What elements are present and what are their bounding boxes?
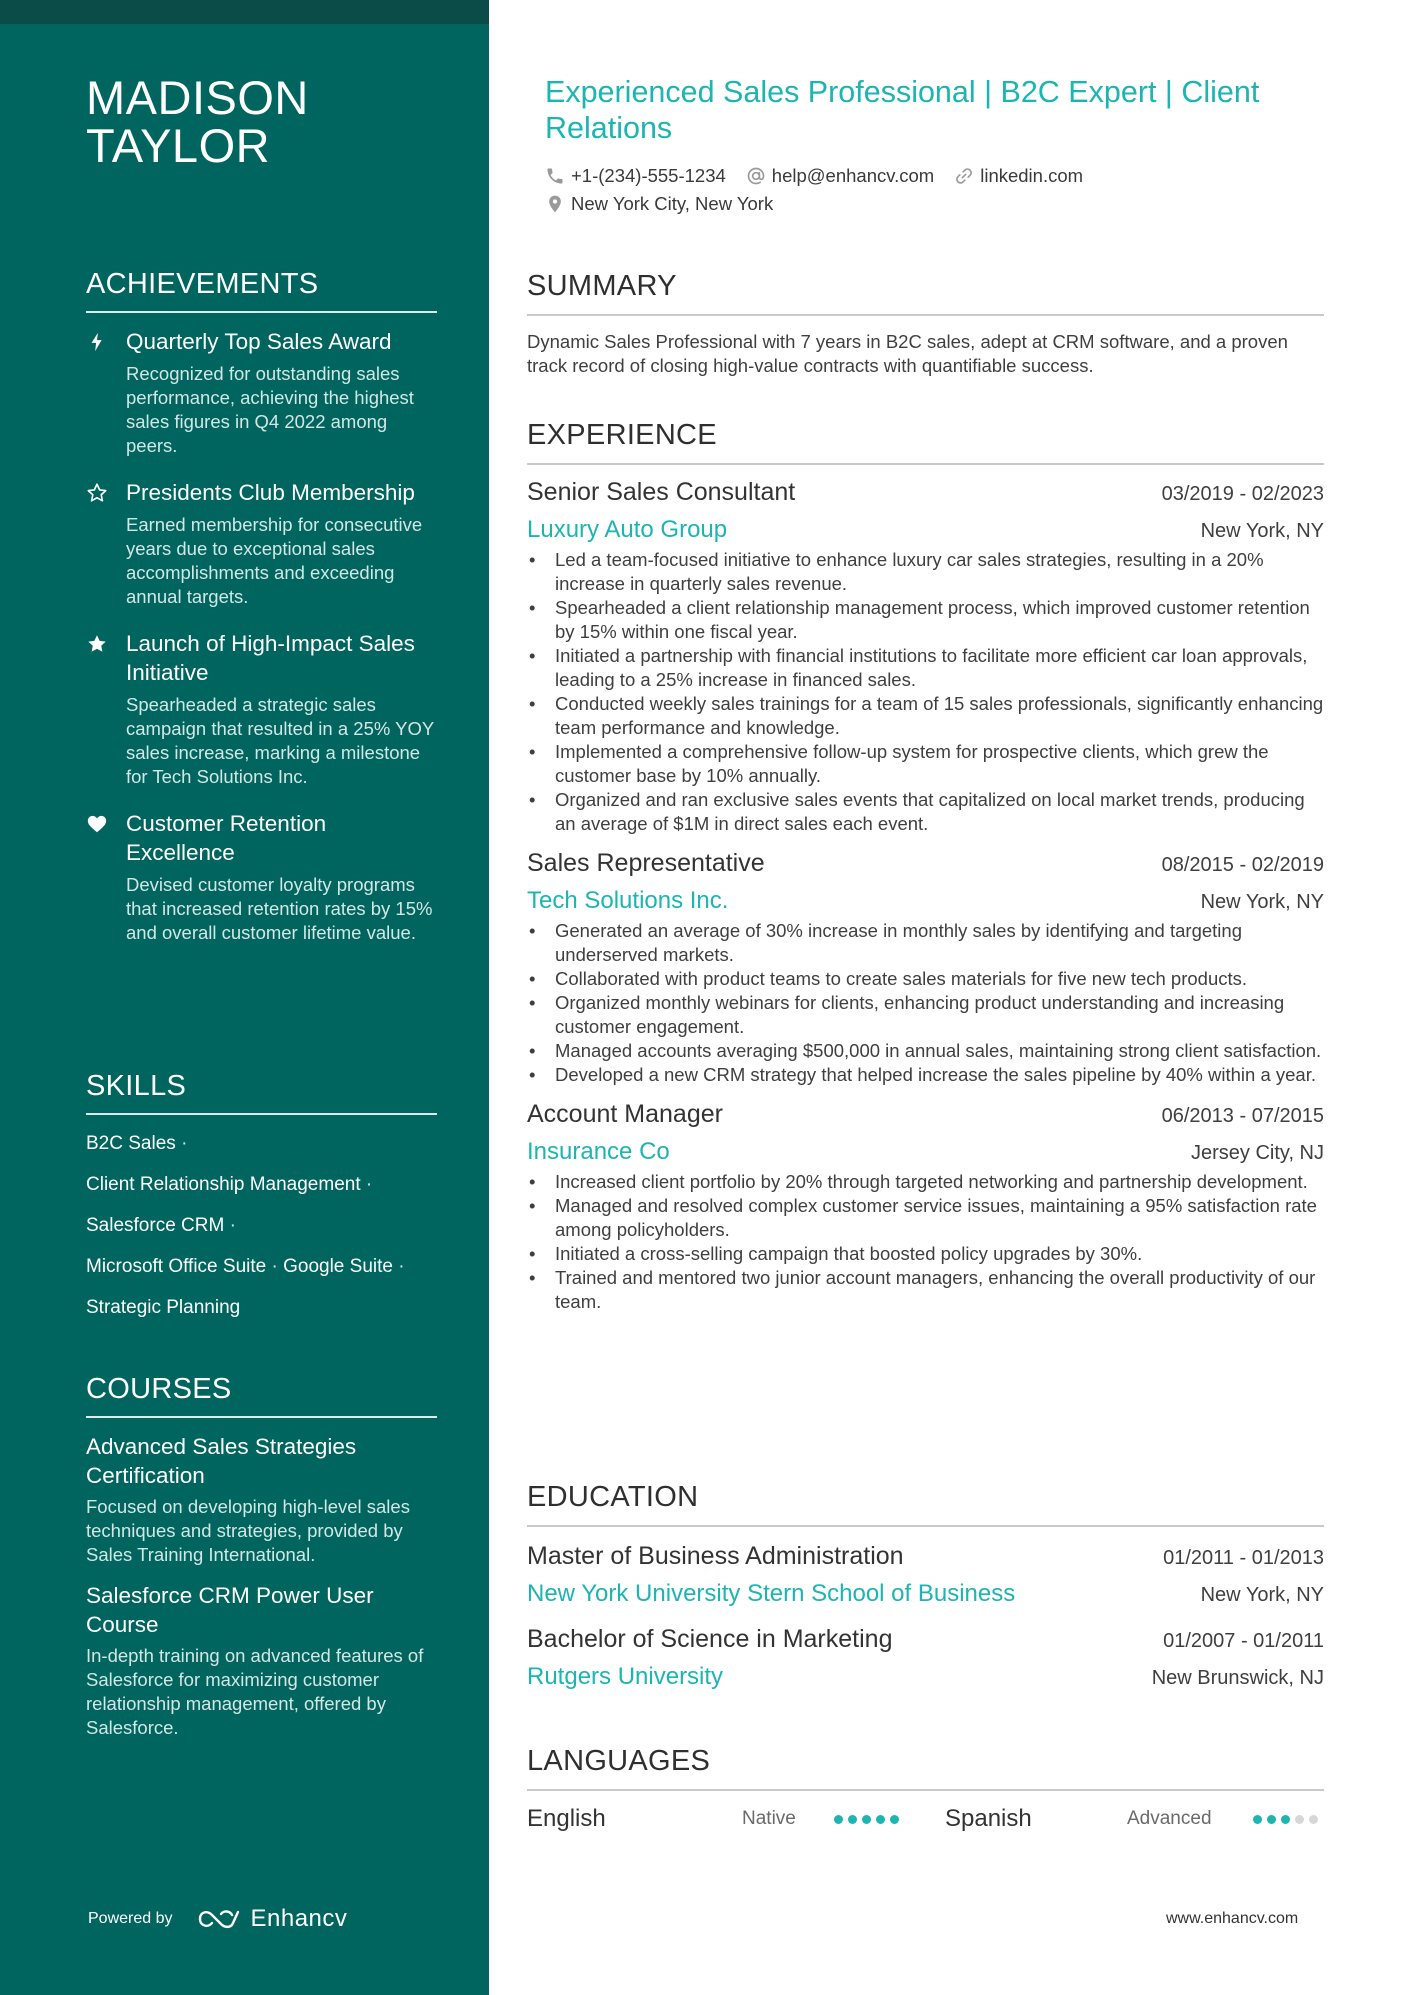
- job-company: Insurance Co: [527, 1138, 670, 1165]
- job-entry: [527, 846, 1324, 1087]
- course-item: [86, 1432, 437, 1567]
- skill-item: Salesforce CRM: [86, 1215, 225, 1236]
- job-bullet: • Organized and ran exclusive sales events that capitalized on local market trends, producing an average of $1M in direct sales each event.: [527, 788, 1324, 836]
- job-title: Account Manager: [527, 1100, 723, 1128]
- job-bullets: [527, 919, 1324, 1087]
- skill-separator: ·: [229, 1215, 236, 1236]
- job-company: Tech Solutions Inc.: [527, 887, 729, 914]
- skill-item: Strategic Planning: [86, 1297, 241, 1318]
- contact-location: [545, 193, 773, 215]
- job-dates: 06/2013 - 07/2015: [1161, 1105, 1324, 1127]
- job-bullet: • Collaborated with product teams to create sales materials for five new tech products.: [527, 967, 1324, 991]
- job-dates: 08/2015 - 02/2019: [1161, 854, 1324, 876]
- contact-info: [545, 162, 1305, 218]
- summary-heading: SUMMARY: [527, 270, 1324, 316]
- language-rating: [1253, 1815, 1323, 1824]
- powered-by-label: Powered by: [88, 1910, 173, 1927]
- name-line-first: MADISON: [86, 71, 309, 124]
- achievement-item: [86, 809, 437, 945]
- achievement-item: [86, 327, 437, 458]
- job-bullet: • Organized monthly webinars for clients, enhancing product understanding and increasing customer engagement.: [527, 991, 1324, 1039]
- language-name: English: [527, 1805, 606, 1832]
- achievement-item: [86, 478, 437, 609]
- languages-section: [527, 1745, 1324, 1839]
- phone-text: +1-(234)-555-1234: [571, 165, 726, 186]
- job-bullet: • Developed a new CRM strategy that helped increase the sales pipeline by 40% within a year.: [527, 1063, 1324, 1087]
- website-link[interactable]: www.enhancv.com: [1166, 1910, 1299, 1927]
- skill-separator: ·: [398, 1256, 405, 1277]
- languages-row: [527, 1799, 1324, 1839]
- job-company: Luxury Auto Group: [527, 516, 728, 543]
- languages-heading: LANGUAGES: [527, 1745, 1324, 1791]
- job-entry: [527, 475, 1324, 836]
- course-title: Salesforce CRM Power User Course: [86, 1583, 374, 1637]
- degree-dates: 01/2011 - 01/2013: [1163, 1547, 1324, 1569]
- heart-icon: [86, 809, 126, 945]
- skill-item: B2C Sales: [86, 1133, 176, 1154]
- job-bullet: • Trained and mentored two junior account managers, enhancing the overall productivity of our team.: [527, 1266, 1324, 1314]
- language-rating: [834, 1815, 945, 1824]
- job-bullet: • Increased client portfolio by 20% through targeted networking and partnership development.: [527, 1170, 1324, 1194]
- school-name: Rutgers University: [527, 1663, 724, 1690]
- degree-title: Bachelor of Science in Marketing: [527, 1625, 893, 1653]
- course-desc: In-depth training on advanced features of Salesforce for maximizing customer relationship management, offered by Salesforce.: [86, 1645, 424, 1738]
- link-icon: [954, 166, 974, 186]
- contact-email[interactable]: [746, 165, 934, 187]
- school-location: New York, NY: [1200, 1584, 1324, 1606]
- education-entry: [527, 1539, 1324, 1610]
- skill-item: Client Relationship Management: [86, 1174, 361, 1195]
- skills-section: [86, 1070, 437, 1328]
- rating-dot: [834, 1815, 843, 1824]
- education-heading: EDUCATION: [527, 1481, 1324, 1527]
- achievements-section: [86, 268, 437, 965]
- courses-section: [86, 1373, 437, 1744]
- school-name: New York University Stern School of Business: [527, 1580, 1016, 1607]
- job-location: Jersey City, NJ: [1191, 1142, 1324, 1164]
- achievement-desc: Earned membership for consecutive years due to exceptional sales accomplishments and exceeding annual targets.: [126, 514, 423, 607]
- achievement-title: Presidents Club Membership: [126, 480, 415, 505]
- phone-icon: [545, 166, 565, 186]
- course-title: Advanced Sales Strategies Certification: [86, 1434, 357, 1488]
- star-outline-icon: [86, 478, 126, 609]
- rating-dot: [890, 1815, 899, 1824]
- achievement-title: Customer Retention Excellence: [126, 811, 327, 865]
- courses-heading: COURSES: [86, 1373, 437, 1418]
- at-icon: [746, 166, 766, 186]
- rating-dot: [1281, 1815, 1290, 1824]
- job-bullet: • Initiated a partnership with financial institutions to facilitate more efficient car loan approvals, leading to a 25% increase in financed sales.: [527, 644, 1324, 692]
- enhancv-brand: Enhancv: [250, 1905, 348, 1932]
- skills-heading: SKILLS: [86, 1070, 437, 1115]
- achievements-heading: ACHIEVEMENTS: [86, 268, 437, 313]
- rating-dot: [1295, 1815, 1304, 1824]
- rating-dot: [848, 1815, 857, 1824]
- headline: Experienced Sales Professional | B2C Expert | Client Relations: [545, 75, 1260, 145]
- candidate-name: [86, 71, 309, 172]
- summary-section: [527, 270, 1324, 378]
- skill-separator: ·: [271, 1256, 278, 1277]
- job-location: New York, NY: [1200, 891, 1324, 913]
- rating-dot: [862, 1815, 871, 1824]
- job-bullet: • Generated an average of 30% increase in monthly sales by identifying and targeting underserved markets.: [527, 919, 1324, 967]
- achievement-desc: Devised customer loyalty programs that increased retention rates by 15% and overall customer lifetime value.: [126, 874, 433, 943]
- skill-item: Microsoft Office Suite: [86, 1256, 267, 1277]
- rating-dot: [876, 1815, 885, 1824]
- education-entry: [527, 1622, 1324, 1693]
- school-location: New Brunswick, NJ: [1151, 1667, 1324, 1689]
- job-bullet: • Spearheaded a client relationship management process, which improved customer retention by 15% within one fiscal year.: [527, 596, 1324, 644]
- job-dates: 03/2019 - 02/2023: [1161, 483, 1324, 505]
- experience-heading: EXPERIENCE: [527, 419, 1324, 465]
- location-pin-icon: [545, 194, 565, 214]
- achievement-title: Launch of High-Impact Sales Initiative: [126, 631, 415, 685]
- job-bullet: • Conducted weekly sales trainings for a team of 15 sales professionals, significantly enhancing team performance and knowledge.: [527, 692, 1324, 740]
- achievement-desc: Recognized for outstanding sales performance, achieving the highest sales figures in Q4 2022 among peers.: [126, 363, 414, 456]
- job-bullet: • Implemented a comprehensive follow-up system for prospective clients, which grew the customer base by 10% annually.: [527, 740, 1324, 788]
- experience-section: [527, 419, 1324, 1314]
- powered-by: [88, 1905, 347, 1933]
- rating-dot: [1253, 1815, 1262, 1824]
- contact-link[interactable]: [954, 165, 1083, 187]
- location-text: New York City, New York: [571, 193, 774, 214]
- course-item: [86, 1581, 437, 1740]
- achievement-item: [86, 629, 437, 789]
- job-bullet: • Managed and resolved complex customer service issues, maintaining a 95% satisfaction rate among policyholders.: [527, 1194, 1324, 1242]
- enhancv-logo-icon: [197, 1906, 243, 1932]
- summary-text: Dynamic Sales Professional with 7 years in B2C sales, adept at CRM software, and a proven track record of closing high-value contracts with quantifiable success.: [527, 331, 1288, 376]
- bolt-icon: [86, 327, 126, 458]
- degree-dates: 01/2007 - 01/2011: [1163, 1630, 1324, 1652]
- skill-item: Google Suite: [283, 1256, 393, 1277]
- language-name: Spanish: [945, 1805, 1032, 1832]
- job-bullets: [527, 548, 1324, 836]
- job-entry: [527, 1097, 1324, 1314]
- achievement-title: Quarterly Top Sales Award: [126, 329, 392, 354]
- rating-dot: [1309, 1815, 1318, 1824]
- name-line-last: TAYLOR: [86, 119, 271, 172]
- job-bullet: • Initiated a cross-selling campaign that boosted policy upgrades by 30%.: [527, 1242, 1324, 1266]
- degree-title: Master of Business Administration: [527, 1542, 904, 1570]
- job-location: New York, NY: [1200, 520, 1324, 542]
- job-title: Senior Sales Consultant: [527, 478, 796, 506]
- star-filled-icon: [86, 629, 126, 789]
- contact-phone[interactable]: [545, 165, 726, 187]
- job-bullets: [527, 1170, 1324, 1314]
- language-level: Advanced: [1127, 1808, 1212, 1829]
- achievement-desc: Spearheaded a strategic sales campaign that resulted in a 25% YOY sales increase, marking a milestone for Tech Solutions Inc.: [126, 694, 434, 787]
- link-text: linkedin.com: [980, 165, 1084, 186]
- job-title: Sales Representative: [527, 849, 765, 877]
- language-level: Native: [742, 1808, 796, 1829]
- skill-separator: ·: [365, 1174, 373, 1195]
- skill-separator: ·: [181, 1133, 188, 1154]
- education-section: [527, 1481, 1324, 1693]
- rating-dot: [1267, 1815, 1276, 1824]
- job-bullet: • Managed accounts averaging $500,000 in annual sales, maintaining strong client satisfaction.: [527, 1039, 1324, 1063]
- sidebar: [0, 0, 489, 1995]
- enhancv-logo[interactable]: [197, 1905, 348, 1933]
- job-bullet: • Led a team-focused initiative to enhance luxury car sales strategies, resulting in a 20% increase in quarterly sales revenue.: [527, 548, 1324, 596]
- sidebar-top-band: [0, 0, 489, 24]
- course-desc: Focused on developing high-level sales techniques and strategies, provided by Sales Training International.: [86, 1496, 410, 1565]
- email-text: help@enhancv.com: [771, 165, 935, 186]
